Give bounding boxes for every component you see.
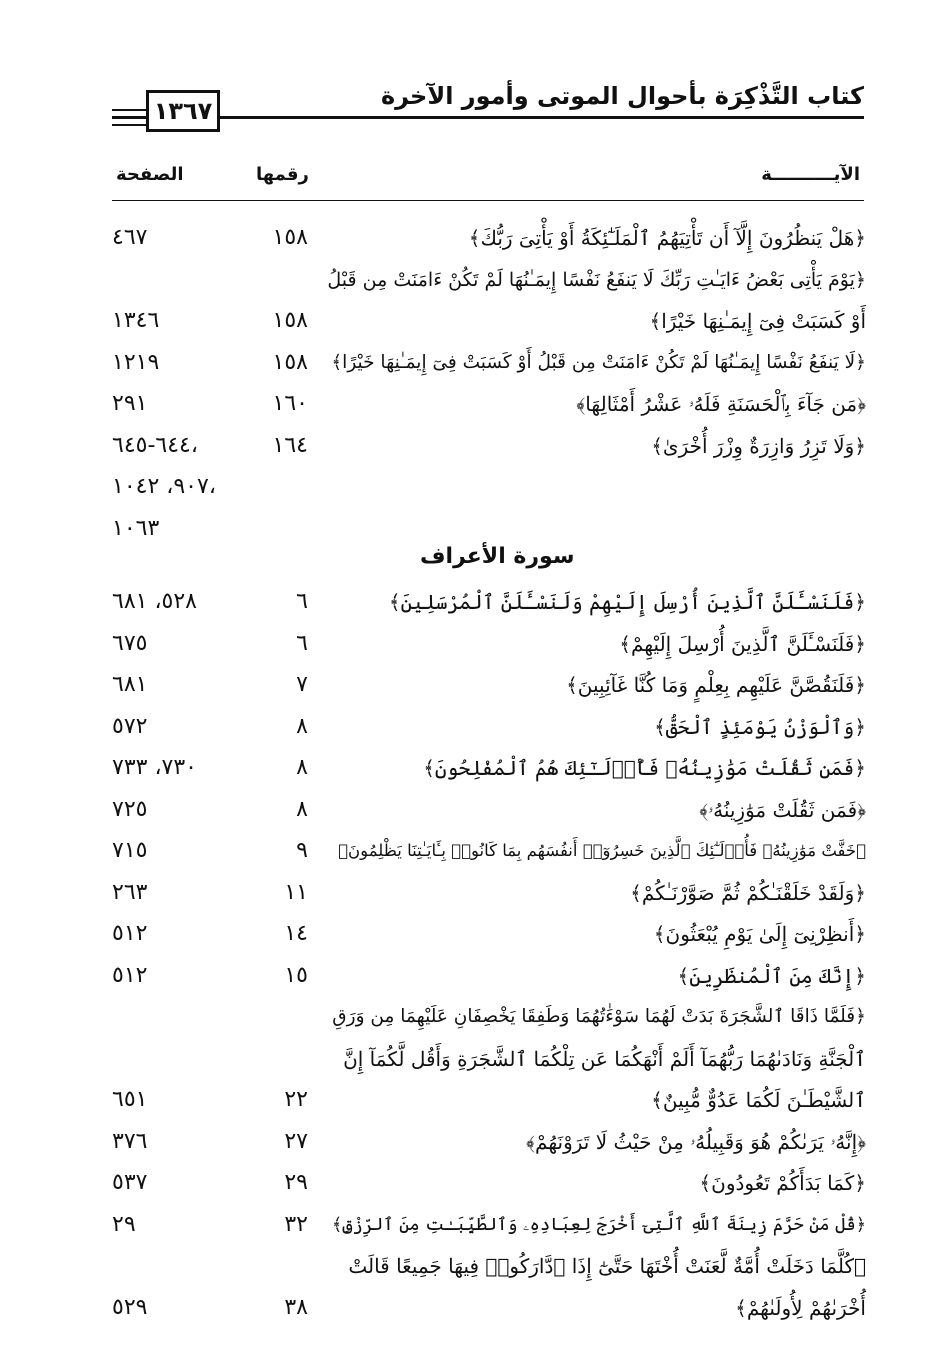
- index-row: [0, 1163, 952, 1203]
- book-title: كتاب التَّذْكِرَة بأحوال الموتى وأمور الآخرة: [380, 82, 864, 110]
- page-reference: ٥٢٨، ٦٨١: [112, 589, 197, 614]
- verse-number: ١٥٨: [272, 225, 308, 250]
- page-reference: ٩٠٧، ١٠٤٢،: [112, 474, 216, 499]
- verse-text: ﴿فَمَن ثَقُلَتْ مَوَٰزِينُهُۥ﴾: [699, 797, 866, 822]
- page-reference: ٥٣٧: [112, 1170, 148, 1195]
- verse-number: ١٥٨: [272, 349, 308, 375]
- page-reference: ٦٥١: [112, 1087, 148, 1112]
- index-row: [0, 343, 952, 383]
- verse-text: ﴿فَلَمَّا ذَاقَا ٱلشَّجَرَةَ بَدَتْ لَهُمَا سَوْءَٰتُهُمَا وَطَفِقَا يَخْصِفَانِ عَلَيْهِمَا مِن وَرَقِ: [332, 1006, 866, 1027]
- verse-text: أَوْ كَسَبَتْ فِىٓ إِيمَـٰنِهَا خَيْرًا﴾: [649, 309, 866, 333]
- index-row: [0, 1205, 952, 1245]
- verse-number: ١٥: [284, 962, 308, 988]
- verse-number: ٢٧: [284, 1128, 308, 1154]
- index-row: [0, 790, 952, 830]
- verse-text: ﴿إِنَّهُۥ يَرَىٰكُمْ هُوَ وَقَبِيلُهُۥ مِنْ حَيْثُ لَا تَرَوْنَهُمْ﴾: [526, 1129, 866, 1154]
- page-reference: ٢٩١: [112, 391, 148, 416]
- verse-text: ﴿وَلَا تَزِرُ وَازِرَةٌ وِزْرَ أُخْرَىٰ﴾: [651, 433, 866, 458]
- verse-text: ﴿فَلَنَسْـَٔلَنَّ ٱلَّذِينَ أُرْسِلَ إِلَيْهِمْ﴾: [619, 631, 866, 656]
- index-row: [0, 873, 952, 913]
- verse-number: ١٤: [284, 921, 308, 946]
- index-row: [0, 707, 952, 747]
- column-header-number: رقمها: [256, 164, 309, 185]
- page-reference: ٥١٢: [112, 962, 148, 988]
- index-row: [0, 218, 952, 258]
- index-row: [0, 1122, 952, 1162]
- page-reference: ١٢١٩: [112, 349, 160, 375]
- index-row: [0, 665, 952, 705]
- index-row: [0, 997, 952, 1037]
- page-reference: ٥٧٢: [112, 713, 148, 739]
- index-row: [0, 1288, 952, 1328]
- header-rule: [112, 116, 864, 119]
- verse-number: ٧: [296, 672, 308, 697]
- verse-text: ﴿كَمَا بَدَأَكُمْ تَعُودُونَ﴾: [699, 1171, 866, 1195]
- page-reference: ٢٩: [112, 1211, 136, 1237]
- index-row: [0, 956, 952, 996]
- index-row: [0, 384, 952, 424]
- index-row: [0, 467, 952, 507]
- page-reference: ٦٧٥: [112, 630, 148, 656]
- verse-number: ٦: [296, 630, 308, 656]
- verse-number: ٣٢: [284, 1211, 308, 1237]
- index-row: [0, 301, 952, 341]
- index-row: [0, 1039, 952, 1079]
- page-reference: ١٣٤٦: [112, 308, 160, 333]
- verse-text: ﴿مَن جَآءَ بِٱلْحَسَنَةِ فَلَهُۥ عَشْرُ أَمْثَالِهَا﴾: [576, 392, 866, 416]
- verse-text: ﴿إِنَّكَ مِنَ ٱلْمُنظَرِينَ﴾: [677, 963, 866, 988]
- index-row: [0, 831, 952, 871]
- page-number: ١٣٦٧: [146, 90, 220, 132]
- verse-text: ﴿وَٱلْوَزْنُ يَوْمَئِذٍ ٱلْحَقُّ﴾: [654, 714, 866, 739]
- verse-number: ٣٨: [284, 1294, 308, 1320]
- verse-text: ٱلشَّيْطَـٰنَ لَكُمَا عَدُوٌّ مُّبِينٌ﴾: [651, 1088, 866, 1112]
- verse-number: ٢٢: [284, 1087, 308, 1112]
- verse-text: ﴿قُلْ مَنْ حَرَّمَ زِينَةَ ٱللَّهِ ٱلَّتِىٓ أَخْرَجَ لِعِبَادِهِۦ وَٱلطَّيِّبَـٰتِ مِنَ ٱلرِّزْقِ﴾: [332, 1214, 866, 1235]
- verse-number: ٨: [296, 755, 308, 780]
- page-reference: ٢٦٣: [112, 879, 148, 905]
- column-header-page: الصفحة: [116, 164, 184, 185]
- verse-text: أُخْرَىٰهُمْ لِأُولَىٰهُمْ﴾: [735, 1295, 866, 1320]
- verse-text: ﴿يَوْمَ يَأْتِى بَعْضُ ءَايَـٰتِ رَبِّكَ لَا يَنفَعُ نَفْسًا إِيمَـٰنُهَا لَمْ تَكُنْ ءَامَنَتْ مِن قَبْلُ: [327, 268, 866, 291]
- index-row: [0, 582, 952, 622]
- verse-number: ٨: [296, 713, 308, 739]
- index-row: [0, 624, 952, 664]
- page-reference: ٣٧٦: [112, 1128, 148, 1154]
- page-reference: ٦٨١: [112, 672, 148, 697]
- index-row: [0, 260, 952, 300]
- page-reference: ١٠٦٣: [112, 515, 160, 541]
- verse-text: ٱلْجَنَّةِ وَنَادَىٰهُمَا رَبُّهُمَآ أَلَمْ أَنْهَكُمَا عَن تِلْكُمَا ٱلشَّجَرَةِ وَأَقُل لَّكُمَآ إِنَّ: [343, 1046, 866, 1071]
- page-reference: ٧١٥: [112, 838, 148, 863]
- verse-number: ١٥٨: [272, 308, 308, 333]
- header-rule-thin: [112, 124, 146, 126]
- verse-number: ١٦٠: [272, 391, 308, 416]
- index-row: [0, 1246, 952, 1286]
- verse-number: ٨: [296, 796, 308, 822]
- column-header-rule: [112, 200, 864, 201]
- index-row: [0, 914, 952, 954]
- page-reference: ٧٣٠، ٧٣٣: [112, 755, 197, 780]
- index-row: [0, 748, 952, 788]
- verse-text: ﴿كُلَّمَا دَخَلَتْ أُمَّةٌ لَّعَنَتْ أُخْتَهَا حَتَّىٰٓ إِذَا ٱدَّارَكُوا۟ فِيهَا جَمِيعًا قَالَتْ: [348, 1254, 866, 1278]
- index-row: [0, 509, 952, 549]
- verse-number: ١٦٤: [272, 432, 308, 458]
- verse-number: ٩: [296, 838, 308, 863]
- verse-text: ﴿فَمَن ثَقُلَتْ مَوَٰزِينُهُۥ فَأُو۟لَـٰٓئِكَ هُمُ ٱلْمُفْلِحُونَ﴾: [423, 756, 866, 780]
- page-reference: ٦٤٤-٦٤٥،: [112, 432, 198, 458]
- page-reference: ٤٦٧: [112, 225, 148, 250]
- index-row: [0, 1080, 952, 1120]
- verse-number: ١١: [284, 879, 308, 905]
- verse-text: ﴿لَا يَنفَعُ نَفْسًا إِيمَـٰنُهَا لَمْ تَكُنْ ءَامَنَتْ مِن قَبْلُ أَوْ كَسَبَتْ فِىٓ إِيمَـٰنِهَا خَيْرًا﴾: [331, 351, 866, 373]
- column-header-verse: الآيــــــــــة: [761, 164, 860, 185]
- verse-text: ﴿هَلْ يَنظُرُونَ إِلَّآ أَن تَأْتِيَهُمُ ٱلْمَلَـٰٓئِكَةُ أَوْ يَأْتِىَ رَبُّكَ﴾: [468, 226, 866, 250]
- page-reference: ٥١٢: [112, 921, 148, 946]
- verse-number: ٢٩: [284, 1170, 308, 1195]
- surah-title: سورة الأعراف: [420, 544, 575, 569]
- verse-text: ﴿وَلَقَدْ خَلَقْنَـٰكُمْ ثُمَّ صَوَّرْنَـٰكُمْ﴾: [630, 880, 866, 905]
- verse-text: ﴿فَلَنَقُصَّنَّ عَلَيْهِم بِعِلْمٍ وَمَا كُنَّا غَآئِبِينَ﴾: [566, 673, 866, 697]
- index-row: [0, 426, 952, 466]
- verse-text: ﴿خَفَّتْ مَوَٰزِينُهُۥ فَأُو۟لَـٰٓئِكَ ٱلَّذِينَ خَسِرُوٓا۟ أَنفُسَهُم بِمَا كَانُوا۟ بِـَٔايَـٰتِنَا يَظْلِمُونَ﴾: [338, 841, 866, 860]
- page-reference: ٧٢٥: [112, 796, 148, 822]
- page-reference: ٥٢٩: [112, 1294, 148, 1320]
- verse-number: ٦: [296, 589, 308, 614]
- header-rule-thin: [112, 109, 146, 111]
- verse-text: ﴿أَنظِرْنِىٓ إِلَىٰ يَوْمِ يُبْعَثُونَ﴾: [653, 922, 866, 946]
- verse-text: ﴿فَلَنَسْـَٔلَنَّ ٱلَّذِينَ أُرْسِلَ إِلَيْهِمْ وَلَنَسْـَٔلَنَّ ٱلْمُرْسَلِينَ﴾: [388, 590, 866, 614]
